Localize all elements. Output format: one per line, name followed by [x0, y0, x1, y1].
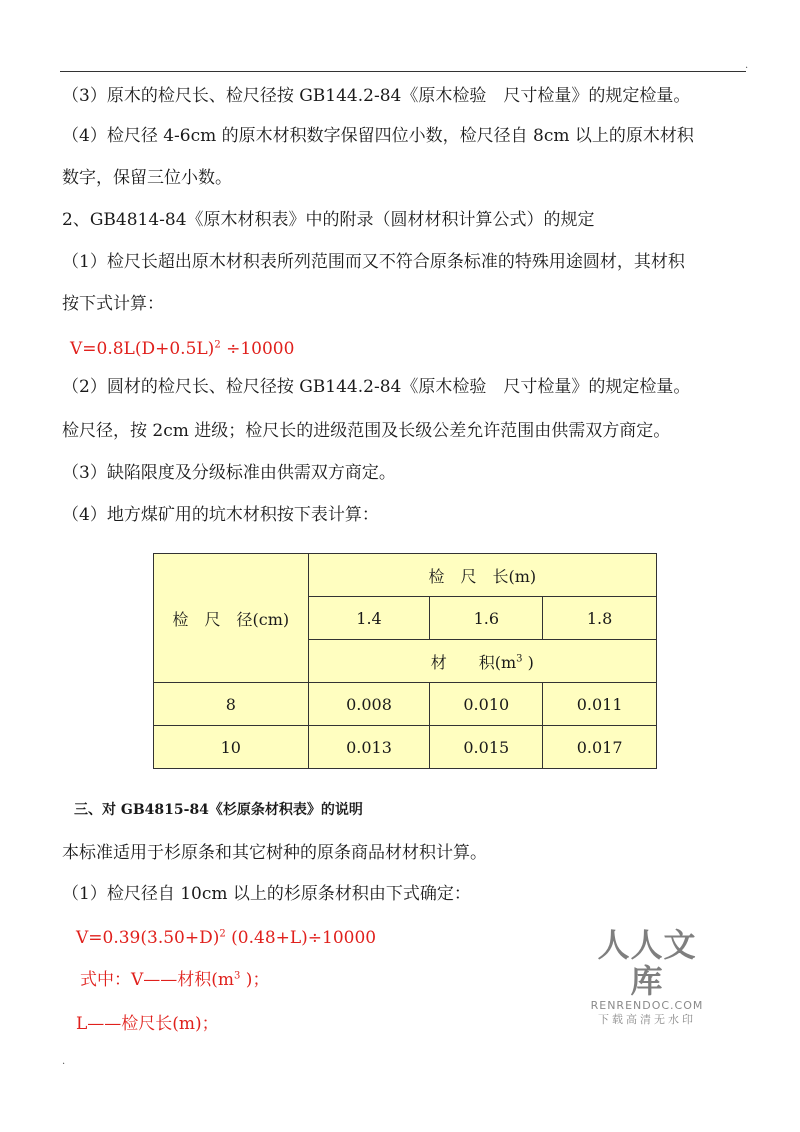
paragraph-r1: （1）检尺径自 10cm 以上的杉原条材积由下式确定：	[62, 884, 471, 904]
watermark-title: 人人文库	[597, 926, 697, 1000]
formula-1: $V=0.8L(D+0.5L)^2 \div 10000$	[70, 339, 295, 359]
length-value-cell: 1.6	[430, 597, 543, 640]
volume-cell: 0.017	[543, 726, 657, 769]
paragraph-p4-line2: 数字，保留三位小数。	[62, 168, 232, 188]
length-value-cell: 1.8	[543, 597, 657, 640]
volume-cell: 0.013	[308, 726, 430, 769]
paragraph-p3: （3）原木的检尺长、检尺径按 GB144.2-84《原木检验 尺寸检量》的规定检量。	[62, 86, 691, 106]
paragraph-q3: （3）缺陷限度及分级标准由供需双方商定。	[62, 463, 396, 483]
paragraph-q2-line2: 检尺径，按 2cm 进级；检尺长的进级范围及长级公差允许范围由供需双方商定。	[62, 421, 671, 441]
formula-definition-v: 式中：V——材积($m^3$ )；	[80, 970, 270, 990]
volume-cell: 0.010	[430, 683, 543, 726]
volume-header-cell: 材 积($m^3$ )	[308, 640, 656, 683]
paragraph-q1-line2: 按下式计算：	[62, 294, 164, 314]
paragraph-p4-line1: （4）检尺径 4-6cm 的原木材积数字保留四位小数，检尺径自 8cm 以上的原木材积	[62, 126, 694, 146]
length-header-cell: 检 尺 长(m)	[308, 554, 656, 597]
table-header-row-1	[154, 554, 657, 597]
paragraph-q2-line1: （2）圆材的检尺长、检尺径按 GB144.2-84《原木检验 尺寸检量》的规定检量。	[62, 377, 691, 397]
watermark-logo	[582, 927, 712, 1027]
table-row	[154, 683, 657, 726]
footer-dot: .	[62, 1056, 66, 1067]
header-dot: .	[745, 60, 749, 71]
header-rule	[60, 71, 746, 72]
paragraph-q4: （4）地方煤矿用的坑木材积按下表计算：	[62, 505, 379, 525]
watermark-url: RENRENDOC.COM	[590, 999, 704, 1012]
table-row	[154, 726, 657, 769]
volume-cell: 0.008	[308, 683, 430, 726]
section-3-heading: 三、对 GB4815-84《杉原条材积表》的说明	[74, 802, 363, 818]
formula-definition-l: L——检尺长(m)；	[76, 1014, 219, 1034]
paragraph-q1-line1: （1）检尺长超出原木材积表所列范围而又不符合原条标准的特殊用途圆材，其材积	[62, 252, 685, 272]
length-value-cell: 1.4	[308, 597, 430, 640]
volume-cell: 0.011	[543, 683, 657, 726]
timber-volume-table	[153, 553, 657, 769]
diameter-cell: 10	[154, 726, 309, 769]
section-2-heading: 2、GB4814-84《原木材积表》中的附录（圆材材积计算公式）的规定	[62, 210, 595, 230]
diameter-cell: 8	[154, 683, 309, 726]
formula-2: $V=0.39(3.50+D)^2$ (0.48+L)÷10000	[76, 928, 377, 948]
diameter-header-cell: 检 尺 径(cm)	[154, 554, 309, 683]
paragraph-t1: 本标准适用于杉原条和其它树种的原条商品材材积计算。	[62, 843, 487, 863]
watermark-subtitle: 下载高清无水印	[598, 1013, 696, 1026]
volume-cell: 0.015	[430, 726, 543, 769]
